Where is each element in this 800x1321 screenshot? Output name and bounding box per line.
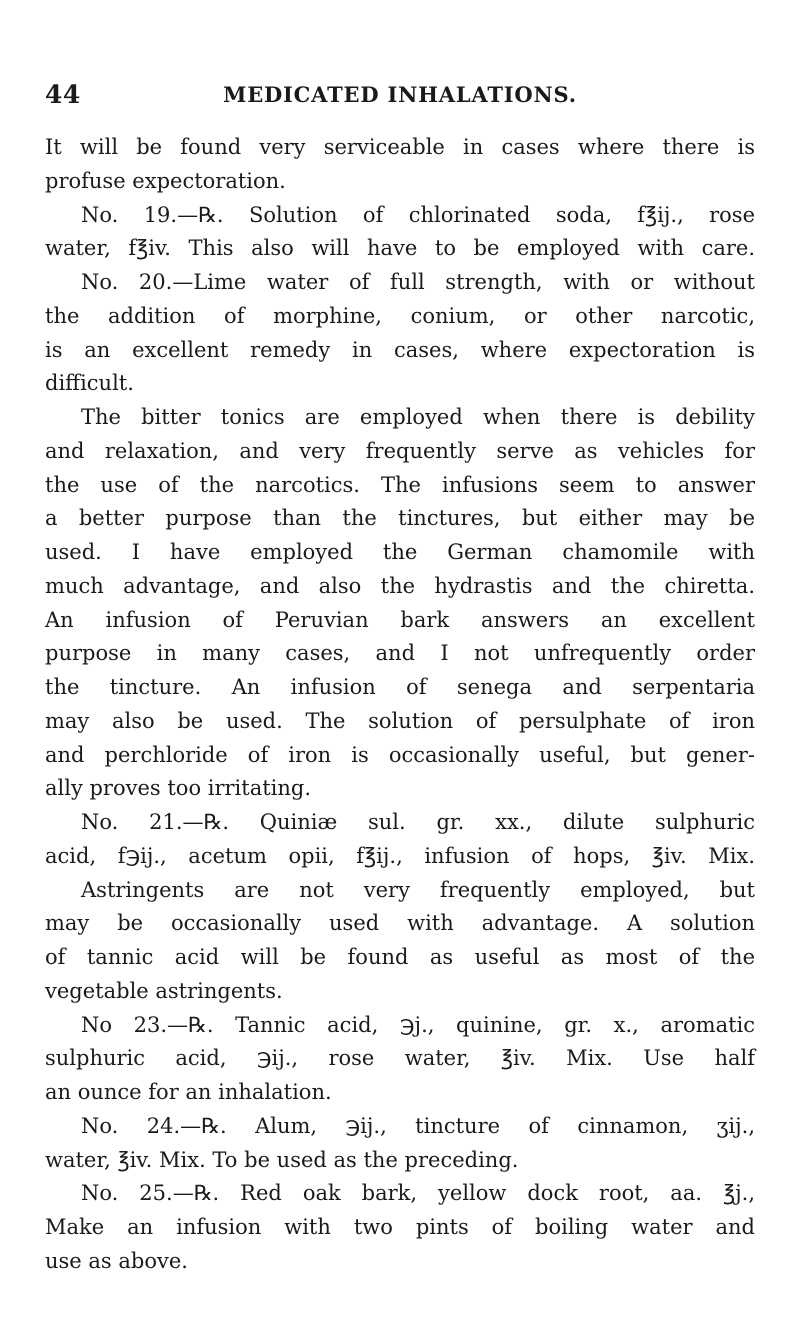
text-line: much advantage, and also the hydrastis and the chiretta. <box>45 573 755 598</box>
text-line: sulphuric acid, ℈ij., rose water, ℥iv. Mix. Use half <box>45 1046 755 1071</box>
text-line: the tincture. An infusion of senega and serpentaria <box>45 675 755 699</box>
text-line: used. I have employed the German chamomile with <box>45 540 755 564</box>
text-line: vegetable astringents. <box>45 978 283 1003</box>
text-line: ally proves too irritating. <box>45 776 312 801</box>
text-line: of tannic acid will be found as useful as most of the <box>45 945 755 969</box>
text-line: It will be found very serviceable in cases where there is <box>45 135 755 159</box>
page-header <box>45 80 755 116</box>
text-line: An infusion of Peruvian bark answers an excellent <box>45 607 755 632</box>
text-line: Astringents are not very frequently employed, but <box>81 877 755 902</box>
text-line: profuse expectoration. <box>45 168 286 193</box>
text-line: No. 25.—℞. Red oak bark, yellow dock root, aa. ℥j., <box>81 1181 755 1206</box>
text-line: No 23.—℞. Tannic acid, ℈j., quinine, gr. x., aromatic <box>81 1012 755 1037</box>
page-number: 44 <box>45 80 81 109</box>
text-line: No. 19.—℞. Solution of chlorinated soda, f℥ij., rose <box>81 202 755 227</box>
text-line: Make an infusion with two pints of boiling water and <box>45 1215 755 1239</box>
running-head: MEDICATED INHALATIONS. <box>223 82 577 107</box>
text-line: difficult. <box>45 371 134 396</box>
text-line: purpose in many cases, and I not unfrequently order <box>45 641 755 666</box>
text-line: No. 21.—℞. Quiniæ sul. gr. xx., dilute sulphuric <box>81 810 755 834</box>
text-line: a better purpose than the tinctures, but either may be <box>45 506 755 531</box>
text-line: the addition of morphine, conium, or other narcotic, <box>45 303 755 328</box>
text-line: and perchloride of iron is occasionally useful, but gener- <box>45 742 755 767</box>
text-line: the use of the narcotics. The infusions seem to answer <box>45 472 755 497</box>
text-line: may be occasionally used with advantage. A solution <box>45 911 755 936</box>
text-line: No. 20.—Lime water of full strength, with or without <box>81 270 755 294</box>
text-line: water, f℥iv. This also will have to be employed with care. <box>45 236 755 261</box>
text-line: may also be used. The solution of persulphate of iron <box>45 708 755 733</box>
text-line: an ounce for an inhalation. <box>45 1080 332 1104</box>
text-line: water, ℥iv. Mix. To be used as the preceding. <box>45 1147 519 1172</box>
body-text <box>45 131 755 1279</box>
text-line: The bitter tonics are employed when there is debility <box>81 405 755 429</box>
text-line: and relaxation, and very frequently serve as vehicles for <box>45 438 755 463</box>
text-line: No. 24.—℞. Alum, ℈ij., tincture of cinnamon, ʒij., <box>81 1113 755 1138</box>
text-line: use as above. <box>45 1248 188 1273</box>
text-line: acid, f℈ij., acetum opii, f℥ij., infusion of hops, ℥iv. Mix. <box>45 843 755 868</box>
text-line: is an excellent remedy in cases, where expectoration is <box>45 337 755 362</box>
